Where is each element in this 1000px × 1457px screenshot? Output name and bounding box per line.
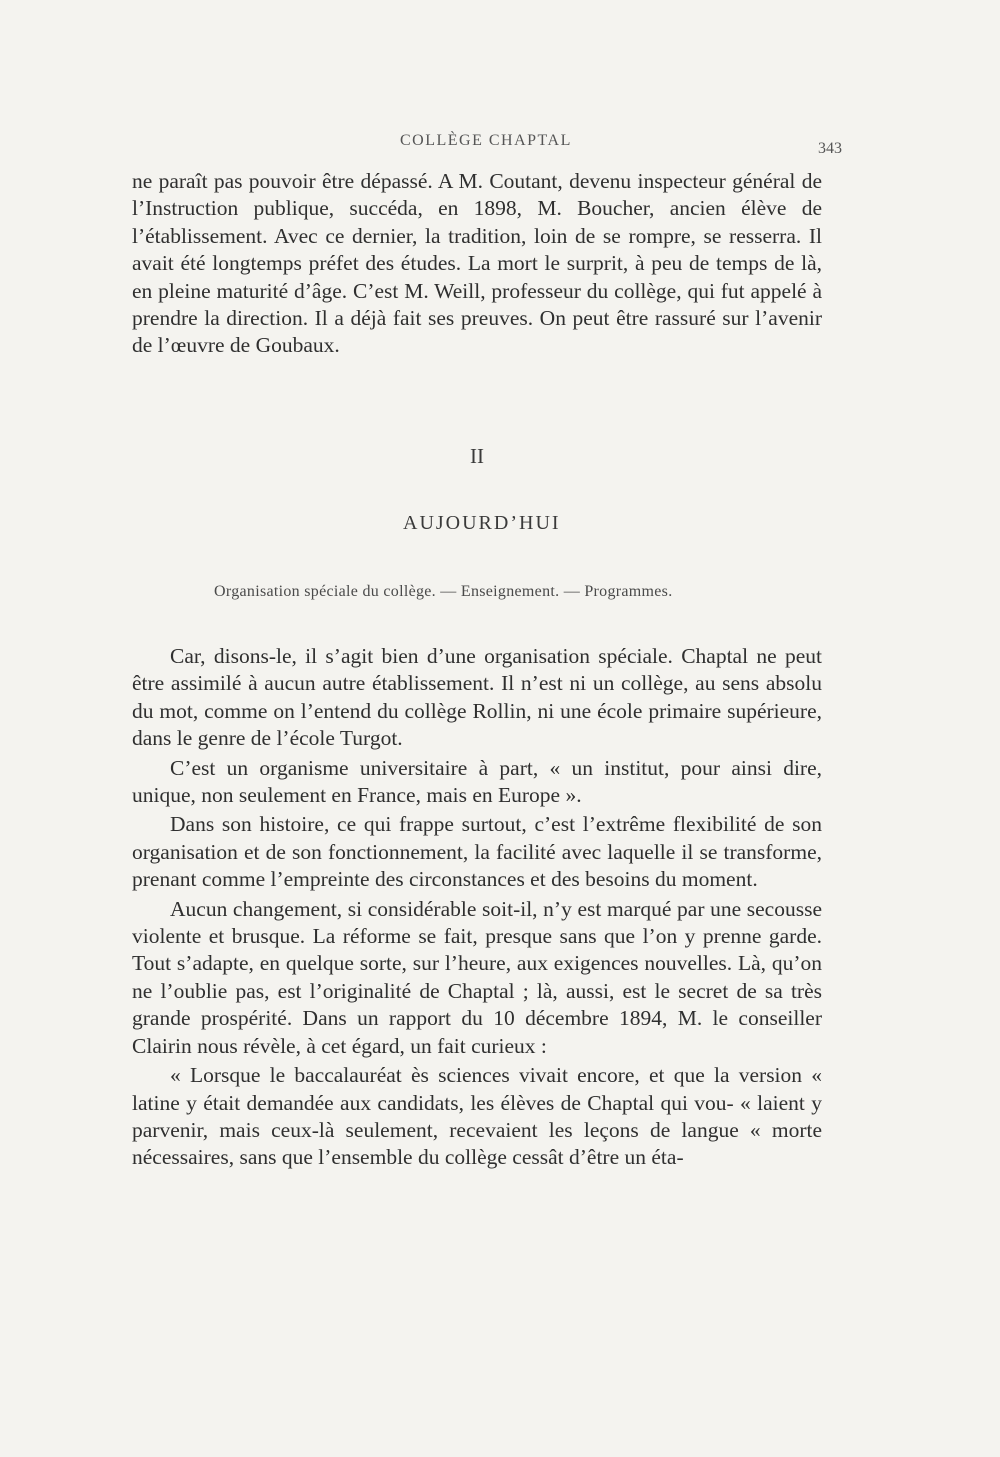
- main-text-block: [132, 643, 822, 1174]
- intro-text-block: [132, 168, 822, 360]
- section-summary: Organisation spéciale du collège. — Enseignement. — Programmes.: [214, 583, 673, 600]
- quoted-paragraph: « Lorsque le baccalauréat ès sciences vivait encore, et que la version « latine y était demandée aux candidats, les élèves de Chaptal qui vou- « laient y parvenir, mais ceux-là seulement, recevaient les leçons de langue « morte nécessaires, sans que l’ensemble du collège cessât d’être un éta-: [132, 1063, 822, 1170]
- paragraph: Aucun changement, si considérable soit-il, n’y est marqué par une secousse violente et brusque. La réforme se fait, presque sans que l’on y prenne garde. Tout s’adapte, en quelque sorte, sur l’heure, aux exigences nouvelles. Là, qu’on ne l’oublie pas, est l’originalité de Chaptal ; là, aussi, est le secret de sa très grande prospérité. Dans un rapport du 10 décembre 1894, M. le conseiller Clairin nous révèle, à cet égard, un fait curieux :: [132, 896, 822, 1058]
- paragraph: Dans son histoire, ce qui frappe surtout, c’est l’extrême flexibilité de son organisation et de son fonctionnement, la facilité avec laquelle il se transforme, prenant comme l’empreinte des circonstances et des besoins du moment.: [132, 812, 822, 892]
- section-title: AUJOURD’HUI: [403, 512, 561, 534]
- section-number: II: [470, 444, 484, 468]
- paragraph: C’est un organisme universitaire à part, « un institut, pour ainsi dire, unique, non seulement en France, mais en Europe ».: [132, 755, 822, 808]
- paragraph: Car, disons-le, il s’agit bien d’une organisation spéciale. Chaptal ne peut être assimilé à aucun autre établissement. Il n’est ni un collège, au sens absolu du mot, comme on l’entend du collège Rollin, ni une école primaire supérieure, dans le genre de l’école Turgot.: [132, 644, 822, 751]
- page-number: 343: [818, 140, 842, 157]
- running-head: COLLÈGE CHAPTAL: [400, 132, 572, 149]
- intro-paragraph: ne paraît pas pouvoir être dépassé. A M. Coutant, devenu inspecteur général de l’Instruction publique, succéda, en 1898, M. Boucher, ancien élève de l’établissement. Avec ce dernier, la tradition, loin de se rompre, se resserra. Il avait été longtemps préfet des études. La mort le surprit, à peu de temps de là, en pleine maturité d’âge. C’est M. Weill, professeur du collège, qui fut appelé à prendre la direction. Il a déjà fait ses preuves. On peut être rassuré sur l’avenir de l’œuvre de Goubaux.: [132, 169, 822, 358]
